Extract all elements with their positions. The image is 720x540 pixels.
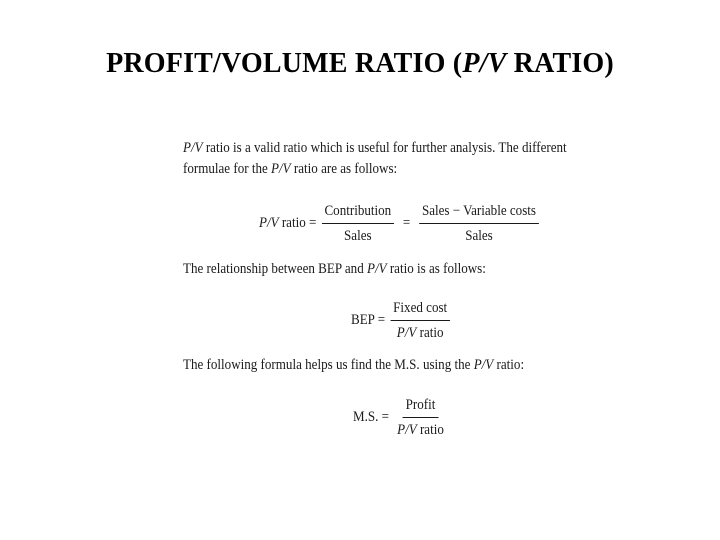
formula-lhs: BEP = xyxy=(351,312,386,328)
fraction-contribution-over-sales xyxy=(322,201,394,246)
formula-lhs xyxy=(259,215,316,232)
pv-italic: P/V xyxy=(473,357,494,373)
formula-lhs-text: ratio = xyxy=(278,215,317,231)
numerator: Fixed cost xyxy=(390,298,449,321)
denominator-text: ratio xyxy=(416,325,444,341)
paragraph-text: ratio are as follows: xyxy=(290,161,398,177)
paragraph-text: ratio is as follows: xyxy=(386,261,486,277)
paragraph-line-1 xyxy=(183,138,567,159)
paragraph-ms-formula xyxy=(183,355,524,376)
pv-italic: P/V xyxy=(183,140,203,156)
fraction-fixed-cost-over-pv xyxy=(390,298,449,343)
formula-bep xyxy=(351,298,455,343)
pv-italic: P/V xyxy=(259,215,279,231)
title-text-end: RATIO) xyxy=(506,48,614,79)
denominator: Sales xyxy=(465,228,493,244)
paragraph-text: ratio is a valid ratio which is useful for further analysis. The different xyxy=(202,140,567,156)
pv-italic: P/V xyxy=(397,422,417,438)
numerator: Sales − Variable costs xyxy=(419,201,538,224)
formula-lhs: M.S. = xyxy=(353,409,390,425)
fraction-profit-over-pv xyxy=(394,395,446,440)
paragraph-line-2 xyxy=(183,159,567,180)
pv-italic: P/V xyxy=(271,161,291,177)
numerator: Contribution xyxy=(322,201,394,224)
pv-italic: P/V xyxy=(396,325,417,341)
slide-title xyxy=(0,48,720,80)
paragraph-text: The following formula helps us find the M.S. using the xyxy=(183,357,474,373)
paragraph-bep-relationship xyxy=(183,259,486,280)
title-text: PROFIT/VOLUME RATIO ( xyxy=(106,48,463,79)
denominator xyxy=(394,418,446,440)
formula-pv-ratio xyxy=(259,201,544,246)
paragraph-text: The relationship between BEP and xyxy=(183,261,367,277)
denominator xyxy=(394,321,446,343)
numerator: Profit xyxy=(403,395,438,418)
formula-ms xyxy=(353,395,452,440)
title-italic-pv: P/V xyxy=(462,48,507,79)
paragraph-pv-intro xyxy=(183,138,567,180)
denominator-text: ratio xyxy=(416,422,444,438)
fraction-sales-minus-vc-over-sales xyxy=(419,201,538,246)
pv-italic: P/V xyxy=(366,261,387,277)
paragraph-text: formulae for the xyxy=(183,161,272,177)
paragraph-text: ratio: xyxy=(493,357,525,373)
equals-sign: = xyxy=(402,215,411,231)
denominator: Sales xyxy=(344,228,372,244)
